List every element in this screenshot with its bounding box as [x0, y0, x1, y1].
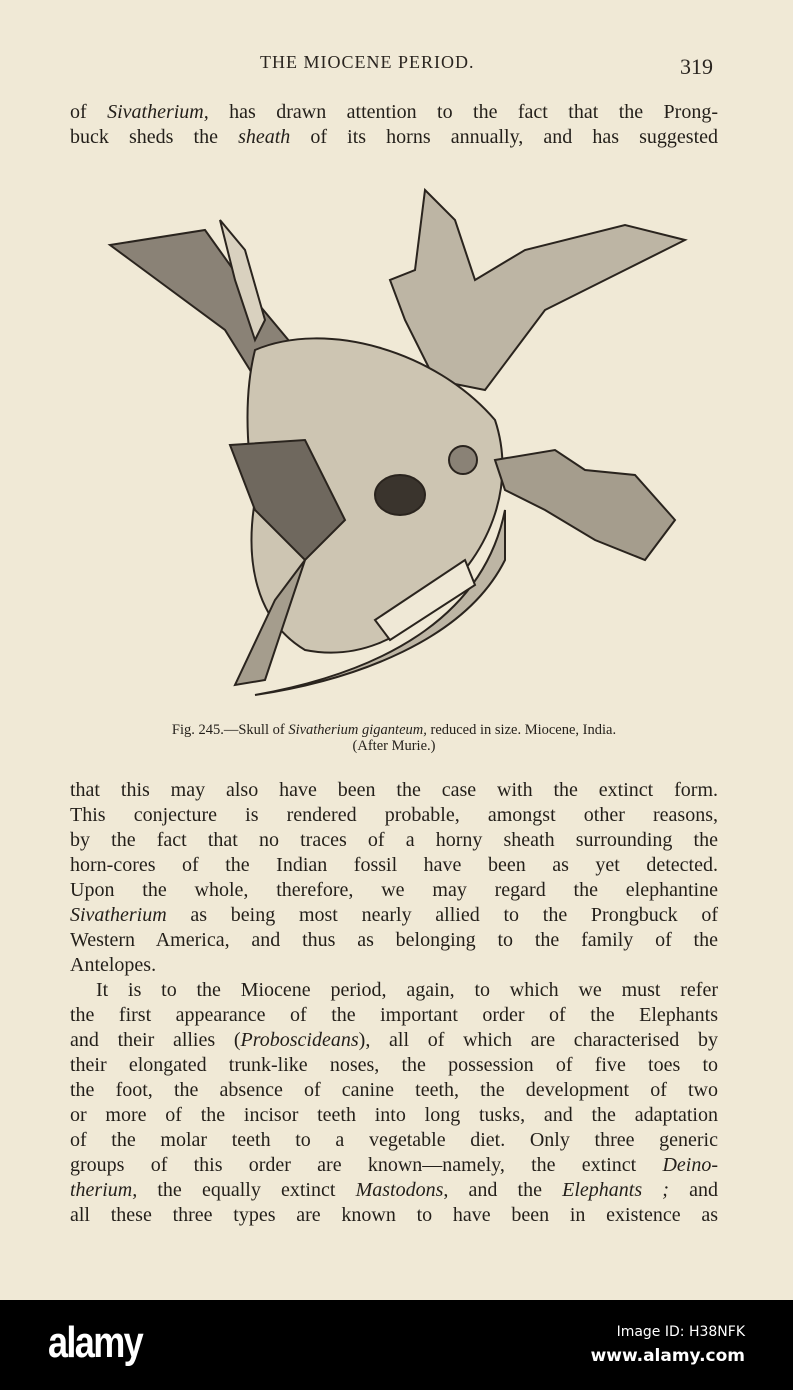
- text-line: groups of this order are known—namely, the extinct Deino-: [70, 1154, 718, 1176]
- image-id: Image ID: H38NFK: [616, 1324, 745, 1340]
- figure-caption: Fig. 245.—Skull of Sivatherium giganteum, reduced in size. Miocene, India.: [171, 722, 617, 738]
- figure-caption-credit: (After Murie.): [352, 738, 436, 754]
- text-line: It is to the Miocene period, again, to which we must refer: [96, 979, 718, 1001]
- text-line: This conjecture is rendered probable, amongst other reasons,: [70, 804, 718, 826]
- text-segment: the equally extinct: [137, 1179, 356, 1201]
- running-head: THE MIOCENE PERIOD.: [260, 52, 475, 72]
- text-line: buck sheds the sheath of its horns annually, and has suggested: [70, 126, 719, 148]
- text-segment: and: [668, 1179, 718, 1201]
- text-line: therium, the equally extinct Mastodons, and the Elephants ; and: [70, 1179, 718, 1201]
- text-line: of Sivatherium, has drawn attention to the fact that the Prong-: [70, 101, 718, 123]
- text-line: their elongated trunk-like noses, the possession of five toes to: [70, 1054, 718, 1076]
- watermark-url: www.alamy.com: [590, 1346, 745, 1366]
- page-number: 319: [680, 54, 713, 79]
- text-line: Antelopes.: [70, 954, 157, 976]
- text-line: Upon the whole, therefore, we may regard the elephantine: [70, 879, 718, 901]
- text-line: the foot, the absence of canine teeth, the development of two: [70, 1079, 718, 1101]
- text-line: the first appearance of the important order of the Elephants: [70, 1004, 718, 1026]
- text-segment: Mastodons: [355, 1179, 444, 1201]
- sivatherium-skull-illustration: [105, 180, 695, 710]
- text-line: and their allies (Proboscideans), all of which are characterised by: [70, 1029, 718, 1051]
- text-line: Sivatherium as being most nearly allied to the Prongbuck of: [70, 904, 718, 926]
- text-line: horn-cores of the Indian fossil have been as yet detected.: [70, 854, 718, 876]
- watermark-bar: [0, 1300, 793, 1390]
- alamy-logo: alamy: [48, 1318, 143, 1367]
- text-line: all these three types are known to have been in existence as: [70, 1204, 718, 1226]
- text-segment: , and the: [443, 1179, 563, 1201]
- text-line: Western America, and thus as belonging to the family of the: [70, 929, 718, 951]
- text-line: of the molar teeth to a vegetable diet. Only three generic: [70, 1129, 718, 1151]
- text-segment: Elephants ;: [562, 1179, 669, 1201]
- text-line: or more of the incisor teeth into long tusks, and the adaptation: [70, 1104, 718, 1126]
- text-line: by the fact that no traces of a horny sheath surrounding the: [70, 829, 718, 851]
- text-line: that this may also have been the case with the extinct form.: [70, 779, 718, 801]
